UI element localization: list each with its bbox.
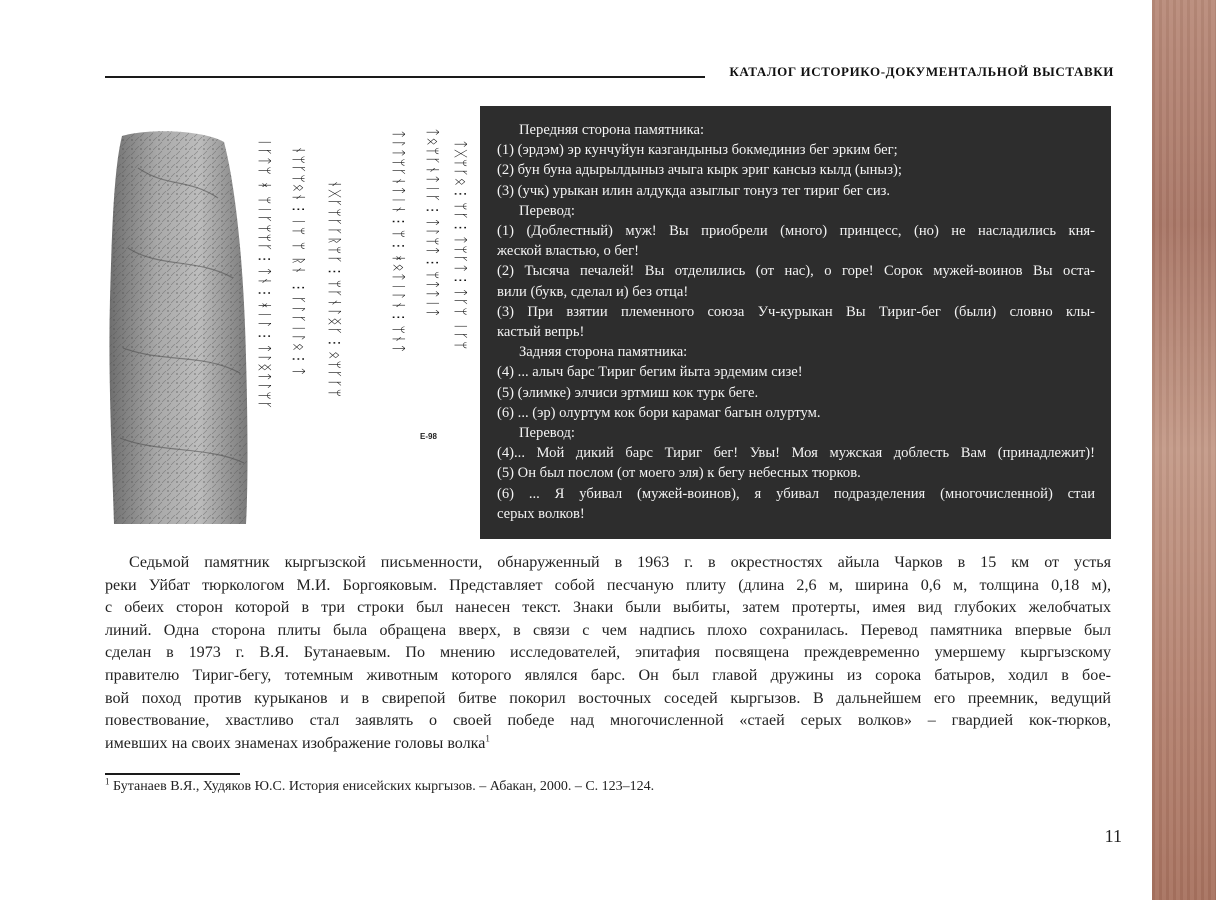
- body-line: правителю Тириг-бегу, тотемным животным которого являлся барс. Он был главой дружины из сорока батыров, ходил в бое-: [105, 666, 1111, 684]
- rune-column-3: ᚾᚷᚴᛘᚴᚴᚱᛘᚴ⋮ᛘᚴᚾᛚᛝᚴ⋮ᛟᛘᚴᚴᛘ: [326, 180, 342, 398]
- box-line: (6) ... (эр) олуртум кок бори карамаг багын олуртум.: [497, 404, 821, 421]
- figure-label: Е-98: [420, 432, 437, 441]
- body-line: Седьмой памятник кыргызской письменности, обнаруженный в 1963 г. в окрестностях айыла Чарков в 15 км от устья: [129, 554, 1111, 571]
- rune-column-1: ᛁᚴᛏᛘ ᚼ ᛘᛁᚴᛘᛘᚴ⋮ᛏᚾ⋮ᚼᛁᛚ⋮ᛏᛚᛝᛏᛚᛘᚴ: [256, 138, 272, 411]
- rune-column-2: ᚾᛘᚴᛘᛟᚾ⋮ᛁᛘ ᛘ ᚱᚾ ⋮ᚴᛚᚴᛁᛚᛟ⋮ᛏ: [290, 146, 306, 377]
- rune-column-6: ᛏᚷᛘᚴᛟ⋮ᛘᚴ⋮ᛏᛘᚴᛏ⋮ᛏᚴᛘ ᛁᚴᛘ: [452, 140, 468, 351]
- box-line: кастый вепрь!: [497, 324, 585, 341]
- rune-column-4: ᛏᛚᛏᛘᚴᚾᛏᛁᚾ⋮ᛘ⋮ᚼᛟᛏᛁᛚᚾ⋮ᛘᚾᛏ: [390, 130, 406, 354]
- box-line: (5) (элимке) элчиси эртмиш кок турк беге.: [497, 384, 759, 401]
- body-line-text: имевших на своих знаменах изображение головы волка: [105, 734, 486, 752]
- box-line: (2) бун буна адырылдыныз ачыга кырк эриг кансыз кылд (ыныз);: [497, 162, 902, 179]
- box-line: Перевод:: [519, 202, 575, 219]
- footnote-rule: [105, 773, 240, 775]
- rune-column-5: ᛏᛟᛘᚴᚾᛏᛁᚴ⋮ᛏᛚᛘᛏ⋮ᛘᛏᛏᛁᛏ: [424, 128, 440, 318]
- box-line: (3) (учк) урыкан илин алдукда азыглыг тонуз тег тириг бег сиз.: [497, 182, 891, 199]
- box-line: жеской властью, о бег!: [497, 243, 639, 260]
- box-line: (5) Он был послом (от моего эля) к бегу небесных тюрков.: [497, 465, 861, 482]
- box-line: (6) ... Я убивал (мужей-воинов), я убивал подразделения (многочисленной) стаи: [497, 485, 1095, 502]
- box-line: (1) (Доблестный) муж! Вы приобрели (много) принцесс, (но) не насладились кня-: [497, 223, 1095, 240]
- footnote-reference[interactable]: 1: [485, 733, 490, 744]
- body-line: вой поход против курыканов и в свирепой битве покорил восточных соседей кыргызов. В дальнейшем его преемник, ведущий: [105, 689, 1111, 707]
- box-line: (2) Тысяча печалей! Вы отделились (от нас), о горе! Сорок мужей-воинов Вы оста-: [497, 263, 1095, 280]
- body-line: сделан в 1973 г. В.Я. Бутанаевым. По мнению исследователей, эпитафия посвящена преждевременно умершему кыргызскому: [105, 644, 1111, 662]
- footnote-mark: 1: [105, 776, 110, 787]
- body-line: с обеих сторон которой в три строки был нанесен текст. Знаки были выбиты, затем протерты, имея вид глубоких желобчатых: [105, 599, 1111, 617]
- box-line: (1) (эрдэм) эр кунчуйун казгандыныз бокмединиз бег эрким бег;: [497, 142, 898, 159]
- body-line: линий. Одна сторона плиты была обращена вверх, в связи с чем надпись плохо сохранилась. Перевод памятника впервые был: [105, 621, 1111, 639]
- box-line: Перевод:: [519, 425, 575, 442]
- body-line: повествование, хвастливо стал заявлять о своей победе над многочисленной «стаей серых волков» – гвардией кок-тюрков,: [105, 712, 1111, 730]
- footnote-text: Бутанаев В.Я., Худяков Ю.С. История енисейских кыргызов. – Абакан, 2000. – С. 123–124.: [113, 779, 655, 794]
- box-line: серых волков!: [497, 505, 585, 522]
- body-paragraph: [105, 552, 1111, 755]
- box-line: вили (букв, сделал и) без отца!: [497, 283, 689, 300]
- stone-monument-image: [108, 128, 250, 524]
- header-rule: [105, 76, 705, 78]
- running-header: КАТАЛОГ ИСТОРИКО-ДОКУМЕНТАЛЬНОЙ ВЫСТАВКИ: [729, 64, 1114, 79]
- footnote: [105, 776, 655, 795]
- adjacent-page-edge: [1152, 0, 1216, 900]
- body-line-last: [105, 733, 1111, 756]
- inscription-translation-box: [480, 106, 1111, 539]
- box-line: Задняя сторона памятника:: [519, 344, 688, 361]
- box-line: (4) ... алыч барс Тириг бегим йыта эрдемим сизе!: [497, 364, 803, 381]
- box-line: (4)... Мой дикий барс Тириг бег! Увы! Моя мужская доблесть Вам (принадлежит)!: [497, 445, 1095, 462]
- box-line: (3) При взятии племенного союза Уч-курыкан Вы Тириг-бег (были) словно клы-: [497, 303, 1095, 320]
- box-line: Передняя сторона памятника:: [519, 122, 705, 138]
- body-line: реки Уйбат тюркологом М.И. Боргояковым. Представляет собой песчаную плиту (длина 2,6 м, ширина 0,6 м, толщина 0,18 м),: [105, 576, 1111, 594]
- page-number: 11: [1104, 826, 1122, 846]
